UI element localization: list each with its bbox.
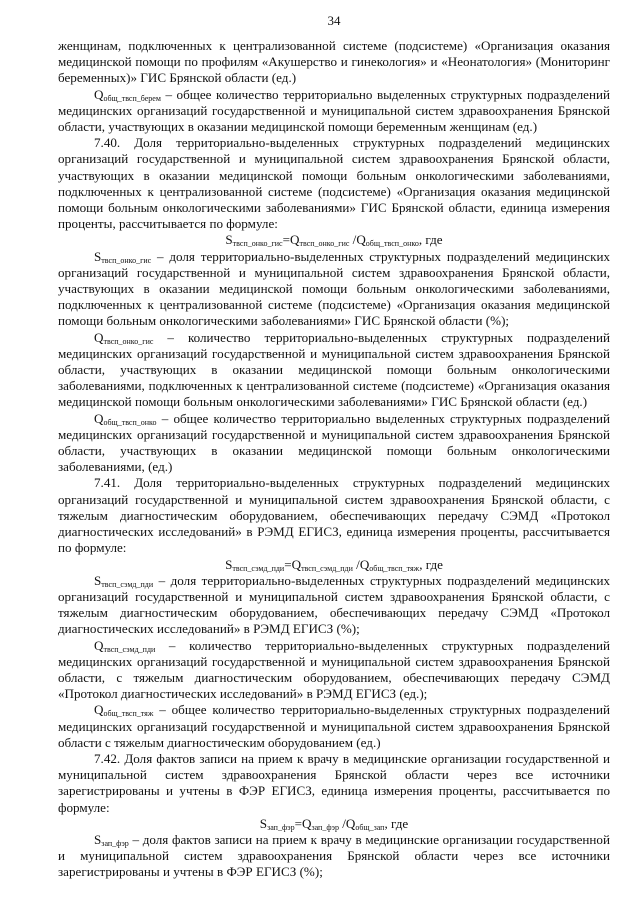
- formula-denominator-subscript: общ_твсп_тяж: [369, 563, 420, 573]
- paragraph-text: женщинам, подключенных к централизованной системе (подсистеме) «Организация оказания медицинской помощи по профилям «Акушерство и гинекология» и «Неонатология» (Мониторинг беременных)» ГИС Брянской области (ед.): [58, 38, 610, 86]
- section-7-41: [58, 475, 610, 556]
- definition-q-obshch-tvsp-tyazh: [58, 702, 610, 751]
- definition-text: – доля территориально-выделенных структурных подразделений медицинских организаций государственной и муниципальной систем здравоохранения Брянской области, с тяжелым диагностическим оборудованием, обеспечивающих передачу СЭМД «Протокол диагностических исследований» в РЭМД ЕГИСЗ (%);: [58, 572, 610, 637]
- symbol-subscript: твсп_сэмд_пди: [103, 644, 156, 654]
- symbol-subscript: общ_твсп_тяж: [103, 709, 154, 719]
- formula-denominator-subscript: общ_твсп_онко: [365, 239, 419, 249]
- definition-text: – доля территориально-выделенных структурных подразделений медицинских организаций государственной и муниципальной систем здравоохранения Брянской области, участвующих в оказании медицинской помощи больным онкологическими заболеваниями, подключенных к централизованной системе (подсистеме) «Организация оказания медицинской помощи больным онкологическими заболеваниями» ГИС Брянской области (%);: [58, 248, 610, 329]
- formula-numerator-subscript: твсп_сэмд_пди: [301, 563, 353, 573]
- symbol: S: [94, 572, 102, 588]
- symbol-subscript: твсп_онко_гис: [101, 255, 152, 265]
- formula-numerator: Q: [301, 815, 312, 831]
- formula-denominator: Q: [359, 556, 370, 572]
- formula-denominator-subscript: общ_зап: [355, 822, 385, 832]
- formula-result: S: [225, 556, 233, 572]
- formula-7-40: $S_{твсп\_онко\_гис}=Q_{твсп\_онко\_гис}$ $/Q_{общ\_твсп\_онко}$, где: [225, 232, 443, 249]
- section-7-42: [58, 751, 610, 816]
- symbol-subscript: твсп_сэмд_пди: [101, 579, 154, 589]
- formula-7-41: $S_{твсп\_сэмд\_пди}=Q_{твсп\_сэмд\_пди}$ $/Q_{общ\_твсп\_тяж}$, где: [225, 556, 443, 573]
- symbol-subscript: зап_фэр: [101, 838, 129, 848]
- formula-numerator-subscript: зап_фэр: [311, 822, 339, 832]
- formula-tail: , где: [418, 232, 443, 248]
- formula-result-subscript: твсп_сэмд_пди: [232, 563, 285, 573]
- formula-tail: , где: [419, 556, 443, 572]
- symbol: S: [94, 831, 102, 847]
- formula-7-42: $S_{зап\_фэр}=Q_{зап\_фэр}$ $/Q_{общ\_зап}$, где: [259, 815, 409, 832]
- symbol: Q: [94, 410, 104, 426]
- definition-text: – количество территориально-выделенных структурных подразделений медицинских организаций государственной и муниципальной систем здравоохранения Брянской области, участвующих в оказании медицинской помощи больным онкологическими заболеваниями, подключенных к централизованной системе (подсистеме) «Организация оказания медицинской помощи больным онкологическими заболеваниями» ГИС Брянской области (ед.): [58, 329, 610, 410]
- paragraph-text: 7.40. Доля территориально-выделенных структурных подразделений медицинских организаций государственной и муниципальной систем здравоохранения Брянской области, участвующих в оказании медицинской помощи больным онкологическими заболеваниями, подключенных к централизованной системе (подсистеме) «Организация оказания медицинской помощи больным онкологическими заболеваниями» ГИС Брянской области, единица измерения проценты, рассчитывается по формуле:: [58, 135, 610, 232]
- definition-s-tvsp-onko-gis: [58, 249, 610, 330]
- definition-q-tvsp-onko-gis: [58, 330, 610, 411]
- definition-s-tvsp-semd-pdi: [58, 573, 610, 638]
- definition-q-obshch-tvsp-berem: [58, 87, 610, 136]
- definition-q-tvsp-semd-pdi: [58, 638, 610, 703]
- definition-s-zap-fer: [58, 832, 610, 881]
- symbol: Q: [94, 637, 104, 653]
- definition-text: – общее количество территориально-выделенных структурных подразделений медицинских организаций государственной и муниципальной систем здравоохранения Брянской области с тяжелым диагностическим оборудованием (ед.): [58, 702, 610, 750]
- formula-result: S: [225, 232, 233, 248]
- formula-numerator: Q: [291, 556, 302, 572]
- formula-numerator-subscript: твсп_онко_гис: [299, 239, 350, 249]
- definition-text: – общее количество территориально выделенных структурных подразделений медицинских организаций государственной и муниципальной систем здравоохранения Брянской области, участвующих в оказании медицинской помощи беременным женщинам (ед.): [58, 86, 610, 135]
- formula-numerator: Q: [290, 232, 300, 248]
- definition-text: – количество территориально-выделенных структурных подразделений медицинских организаций государственной и муниципальной систем здравоохранения Брянской области, с тяжелым диагностическим оборудованием, обеспечивающих передачу СЭМД «Протокол диагностических исследований» в РЭМД ЕГИСЗ (ед.);: [58, 637, 610, 702]
- symbol: Q: [94, 702, 104, 718]
- symbol: S: [94, 248, 102, 264]
- paragraph-continuation: [58, 38, 610, 87]
- page-number: 34: [327, 13, 341, 28]
- definition-q-obshch-tvsp-onko: [58, 411, 610, 476]
- symbol-subscript: твсп_онко_гис: [103, 336, 154, 346]
- symbol: Q: [94, 329, 104, 345]
- definition-text: – доля фактов записи на прием к врачу в медицинские организации государственной и муниципальной систем здравоохранения Брянской области через все источники зарегистрированы и учтены в ФЭР ЕГИСЗ (%);: [58, 831, 610, 880]
- definition-text: – общее количество территориально выделенных структурных подразделений медицинских организаций государственной и муниципальной систем здравоохранения Брянской области, участвующих в оказании медицинской помощи больным онкологическими заболеваниями, (ед.): [58, 410, 610, 475]
- formula-denominator: Q: [356, 232, 366, 248]
- formula-denominator: Q: [345, 815, 356, 831]
- symbol: Q: [94, 86, 104, 102]
- formula-result-subscript: зап_фэр: [267, 822, 295, 832]
- symbol-subscript: общ_твсп_берем: [103, 93, 161, 103]
- symbol-subscript: общ_твсп_онко: [103, 417, 157, 427]
- formula-tail: , где: [384, 815, 409, 831]
- formula-result: S: [259, 815, 268, 831]
- formula-result-subscript: твсп_онко_гис: [232, 239, 283, 249]
- section-7-40: [58, 135, 610, 232]
- paragraph-text: 7.41. Доля территориально-выделенных структурных подразделений медицинских организаций государственной и муниципальной систем здравоохранения Брянской области, с тяжелым диагностическим оборудованием, обеспечивающих передачу СЭМД «Протокол диагностических исследований» в РЭМД ЕГИСЗ, единица измерения проценты, рассчитывается по формуле:: [58, 475, 610, 556]
- paragraph-text: 7.42. Доля фактов записи на прием к врачу в медицинские организации государственной и муниципальной систем здравоохранения Брянской области через все источники зарегистрированы и учтены в ФЭР ЕГИСЗ, единица измерения проценты, рассчитывается по формуле:: [58, 750, 610, 815]
